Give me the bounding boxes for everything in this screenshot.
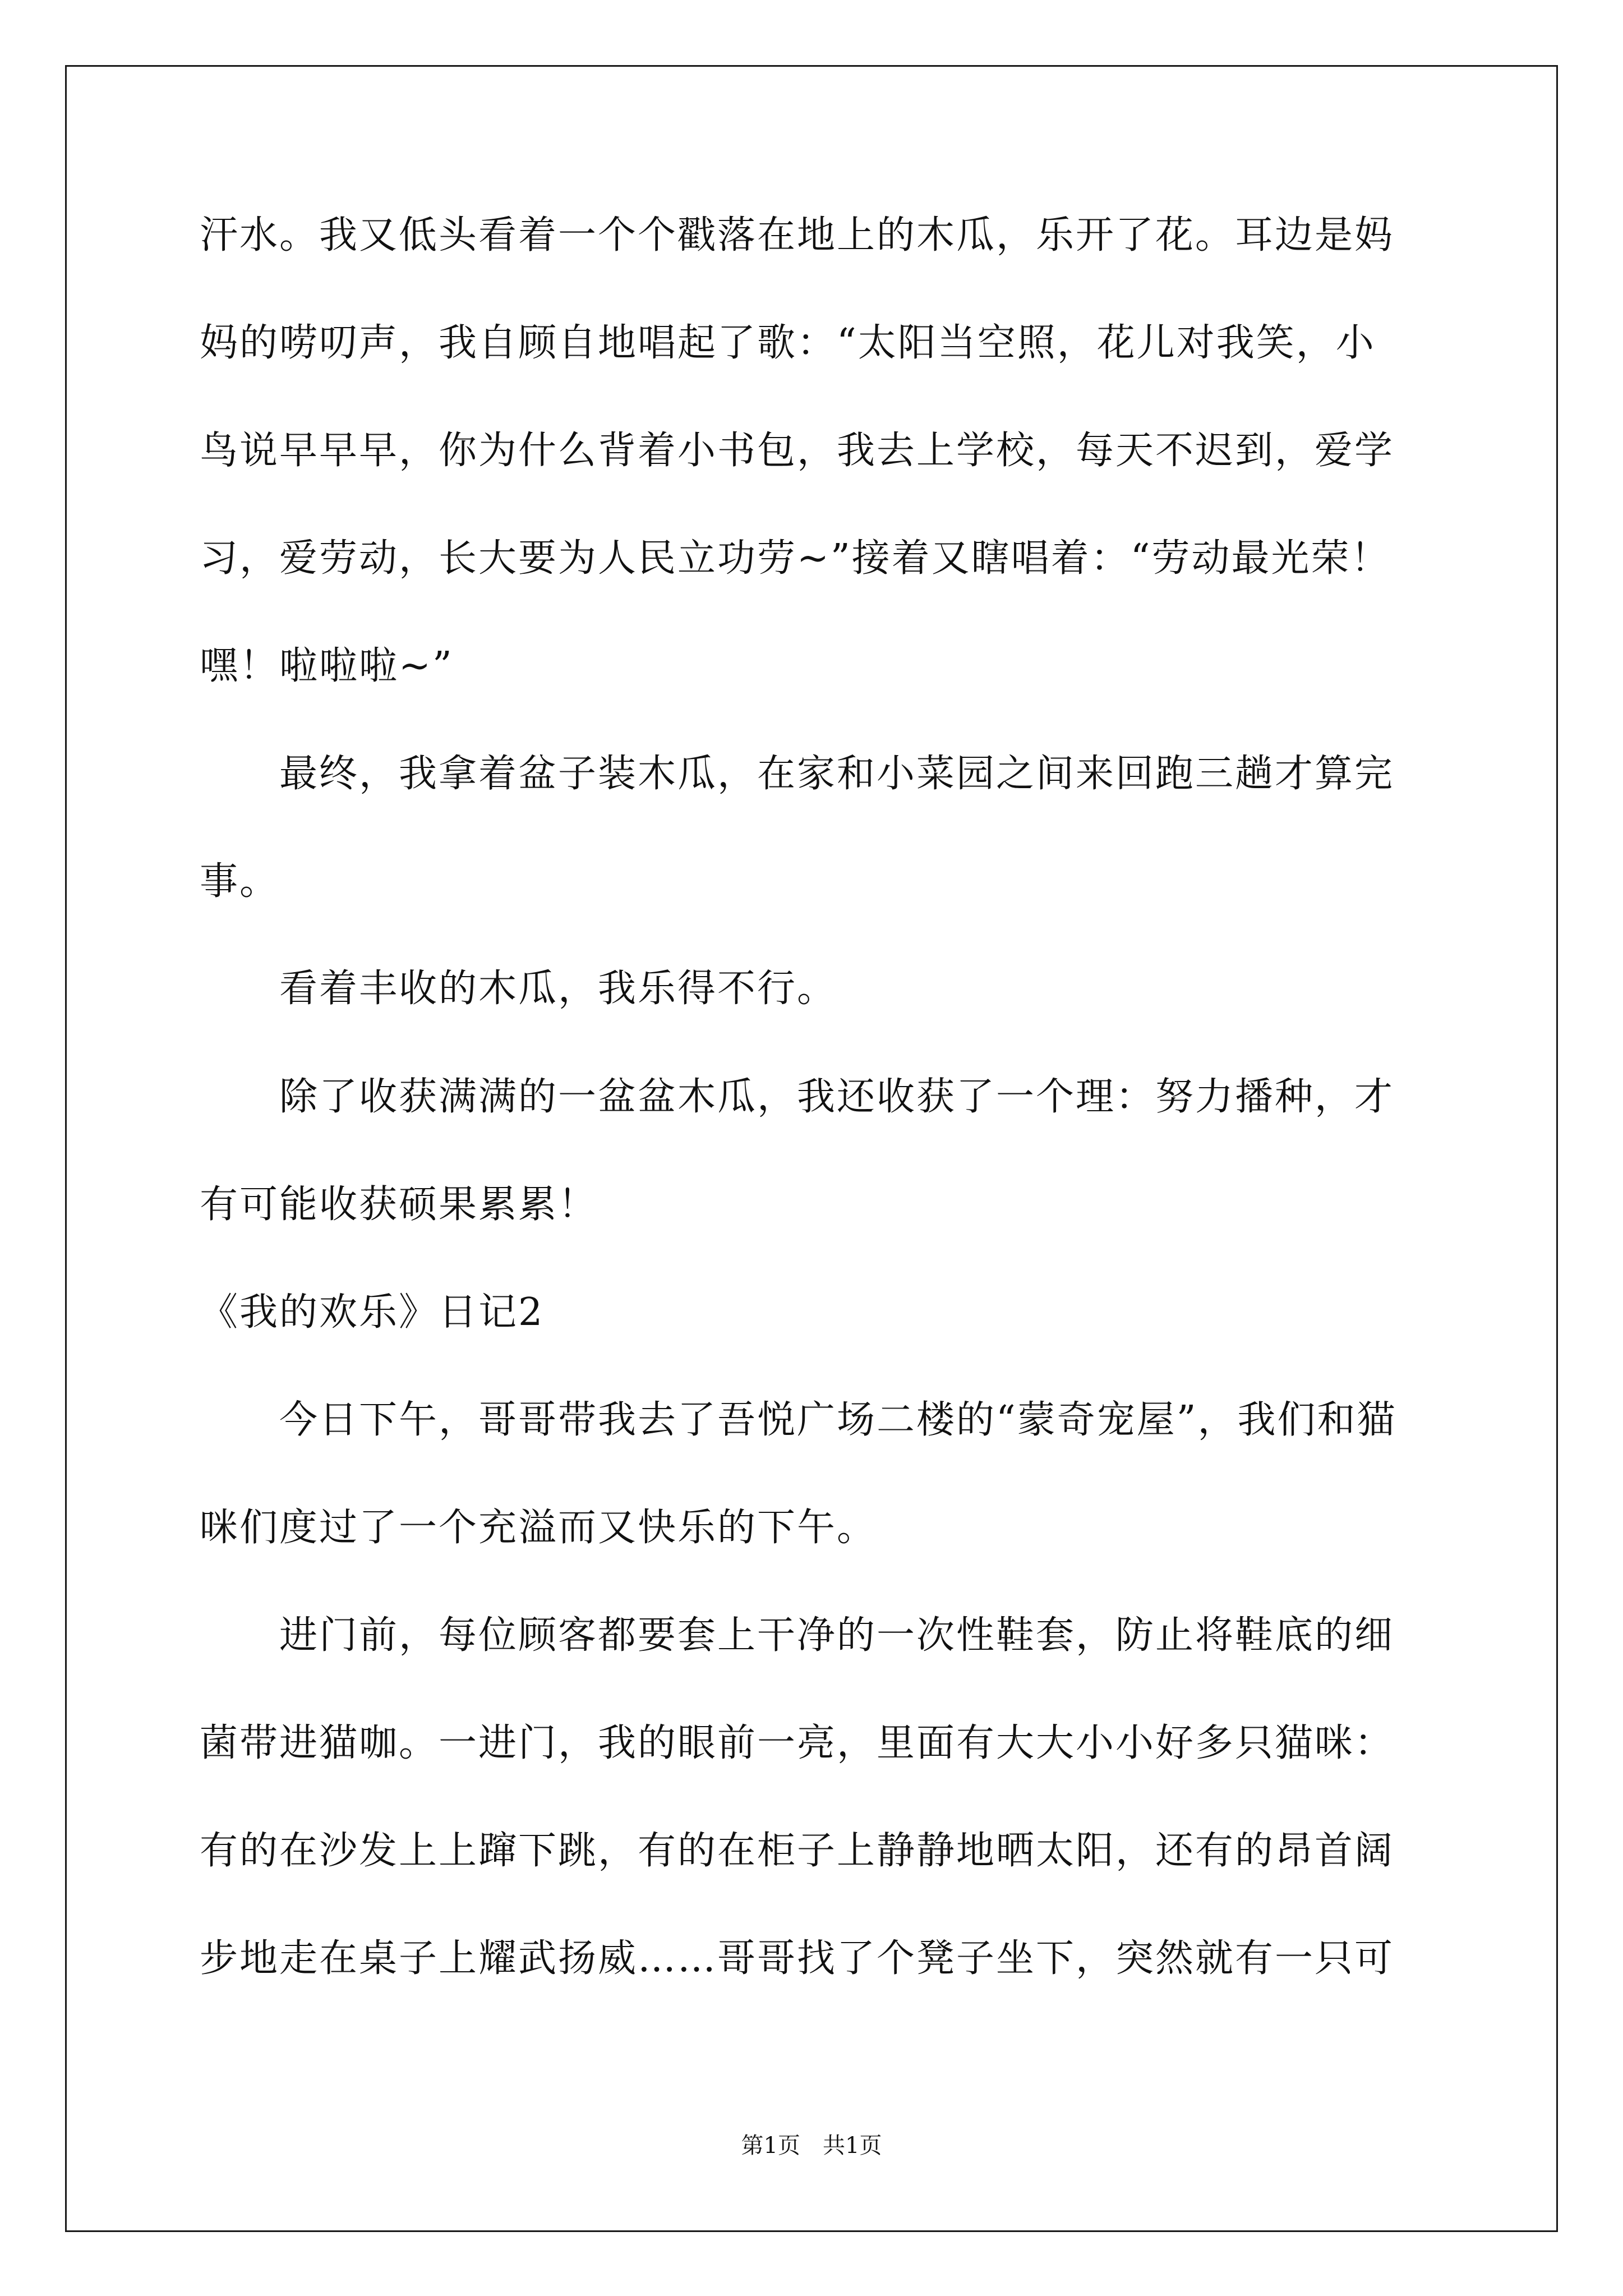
- paragraph-line: 妈的唠叨声，我自顾自地唱起了歌：“太阳当空照，花儿对我笑，小: [200, 321, 1376, 365]
- paragraph-line: 菌带进猫咖。一进门，我的眼前一亮，里面有大大小小好多只猫咪：: [200, 1721, 1395, 1765]
- page-border: [65, 65, 1558, 2232]
- paragraph-line: 咪们度过了一个充溢而又快乐的下午。: [200, 1506, 877, 1550]
- paragraph-line: 步地走在桌子上耀武扬威……哥哥找了个凳子坐下，突然就有一只可: [200, 1936, 1395, 1981]
- section-heading: 《我的欢乐》日记2: [200, 1290, 545, 1335]
- paragraph-line: 今日下午，哥哥带我去了吾悦广场二楼的“蒙奇宠屋”，我们和猫: [279, 1398, 1397, 1442]
- paragraph-line: 嘿！啦啦啦~”: [200, 644, 454, 688]
- paragraph-line: 汗水。我又低头看着一个个戳落在地上的木瓜，乐开了花。耳边是妈: [200, 213, 1395, 257]
- paragraph-line: 除了收获满满的一盆盆木瓜，我还收获了一个理：努力播种，才: [279, 1075, 1395, 1119]
- paragraph-line: 鸟说早早早，你为什么背着小书包，我去上学校，每天不迟到，爱学: [200, 429, 1395, 473]
- paragraph-line: 看着丰收的木瓜，我乐得不行。: [279, 967, 837, 1011]
- paragraph-line: 有可能收获硕果累累！: [200, 1182, 598, 1227]
- paragraph-line: 最终，我拿着盆子装木瓜，在家和小菜园之间来回跑三趟才算完: [279, 752, 1395, 796]
- page-footer: 第1页 共1页: [741, 2133, 882, 2159]
- paragraph-line: 有的在沙发上上蹿下跳，有的在柜子上静静地晒太阳，还有的昂首阔: [200, 1829, 1395, 1873]
- paragraph-line: 习，爱劳动，长大要为人民立功劳~”接着又瞎唱着：“劳动最光荣！: [200, 536, 1391, 581]
- paragraph-line: 事。: [200, 859, 280, 904]
- paragraph-line: 进门前，每位顾客都要套上干净的一次性鞋套，防止将鞋底的细: [279, 1613, 1395, 1658]
